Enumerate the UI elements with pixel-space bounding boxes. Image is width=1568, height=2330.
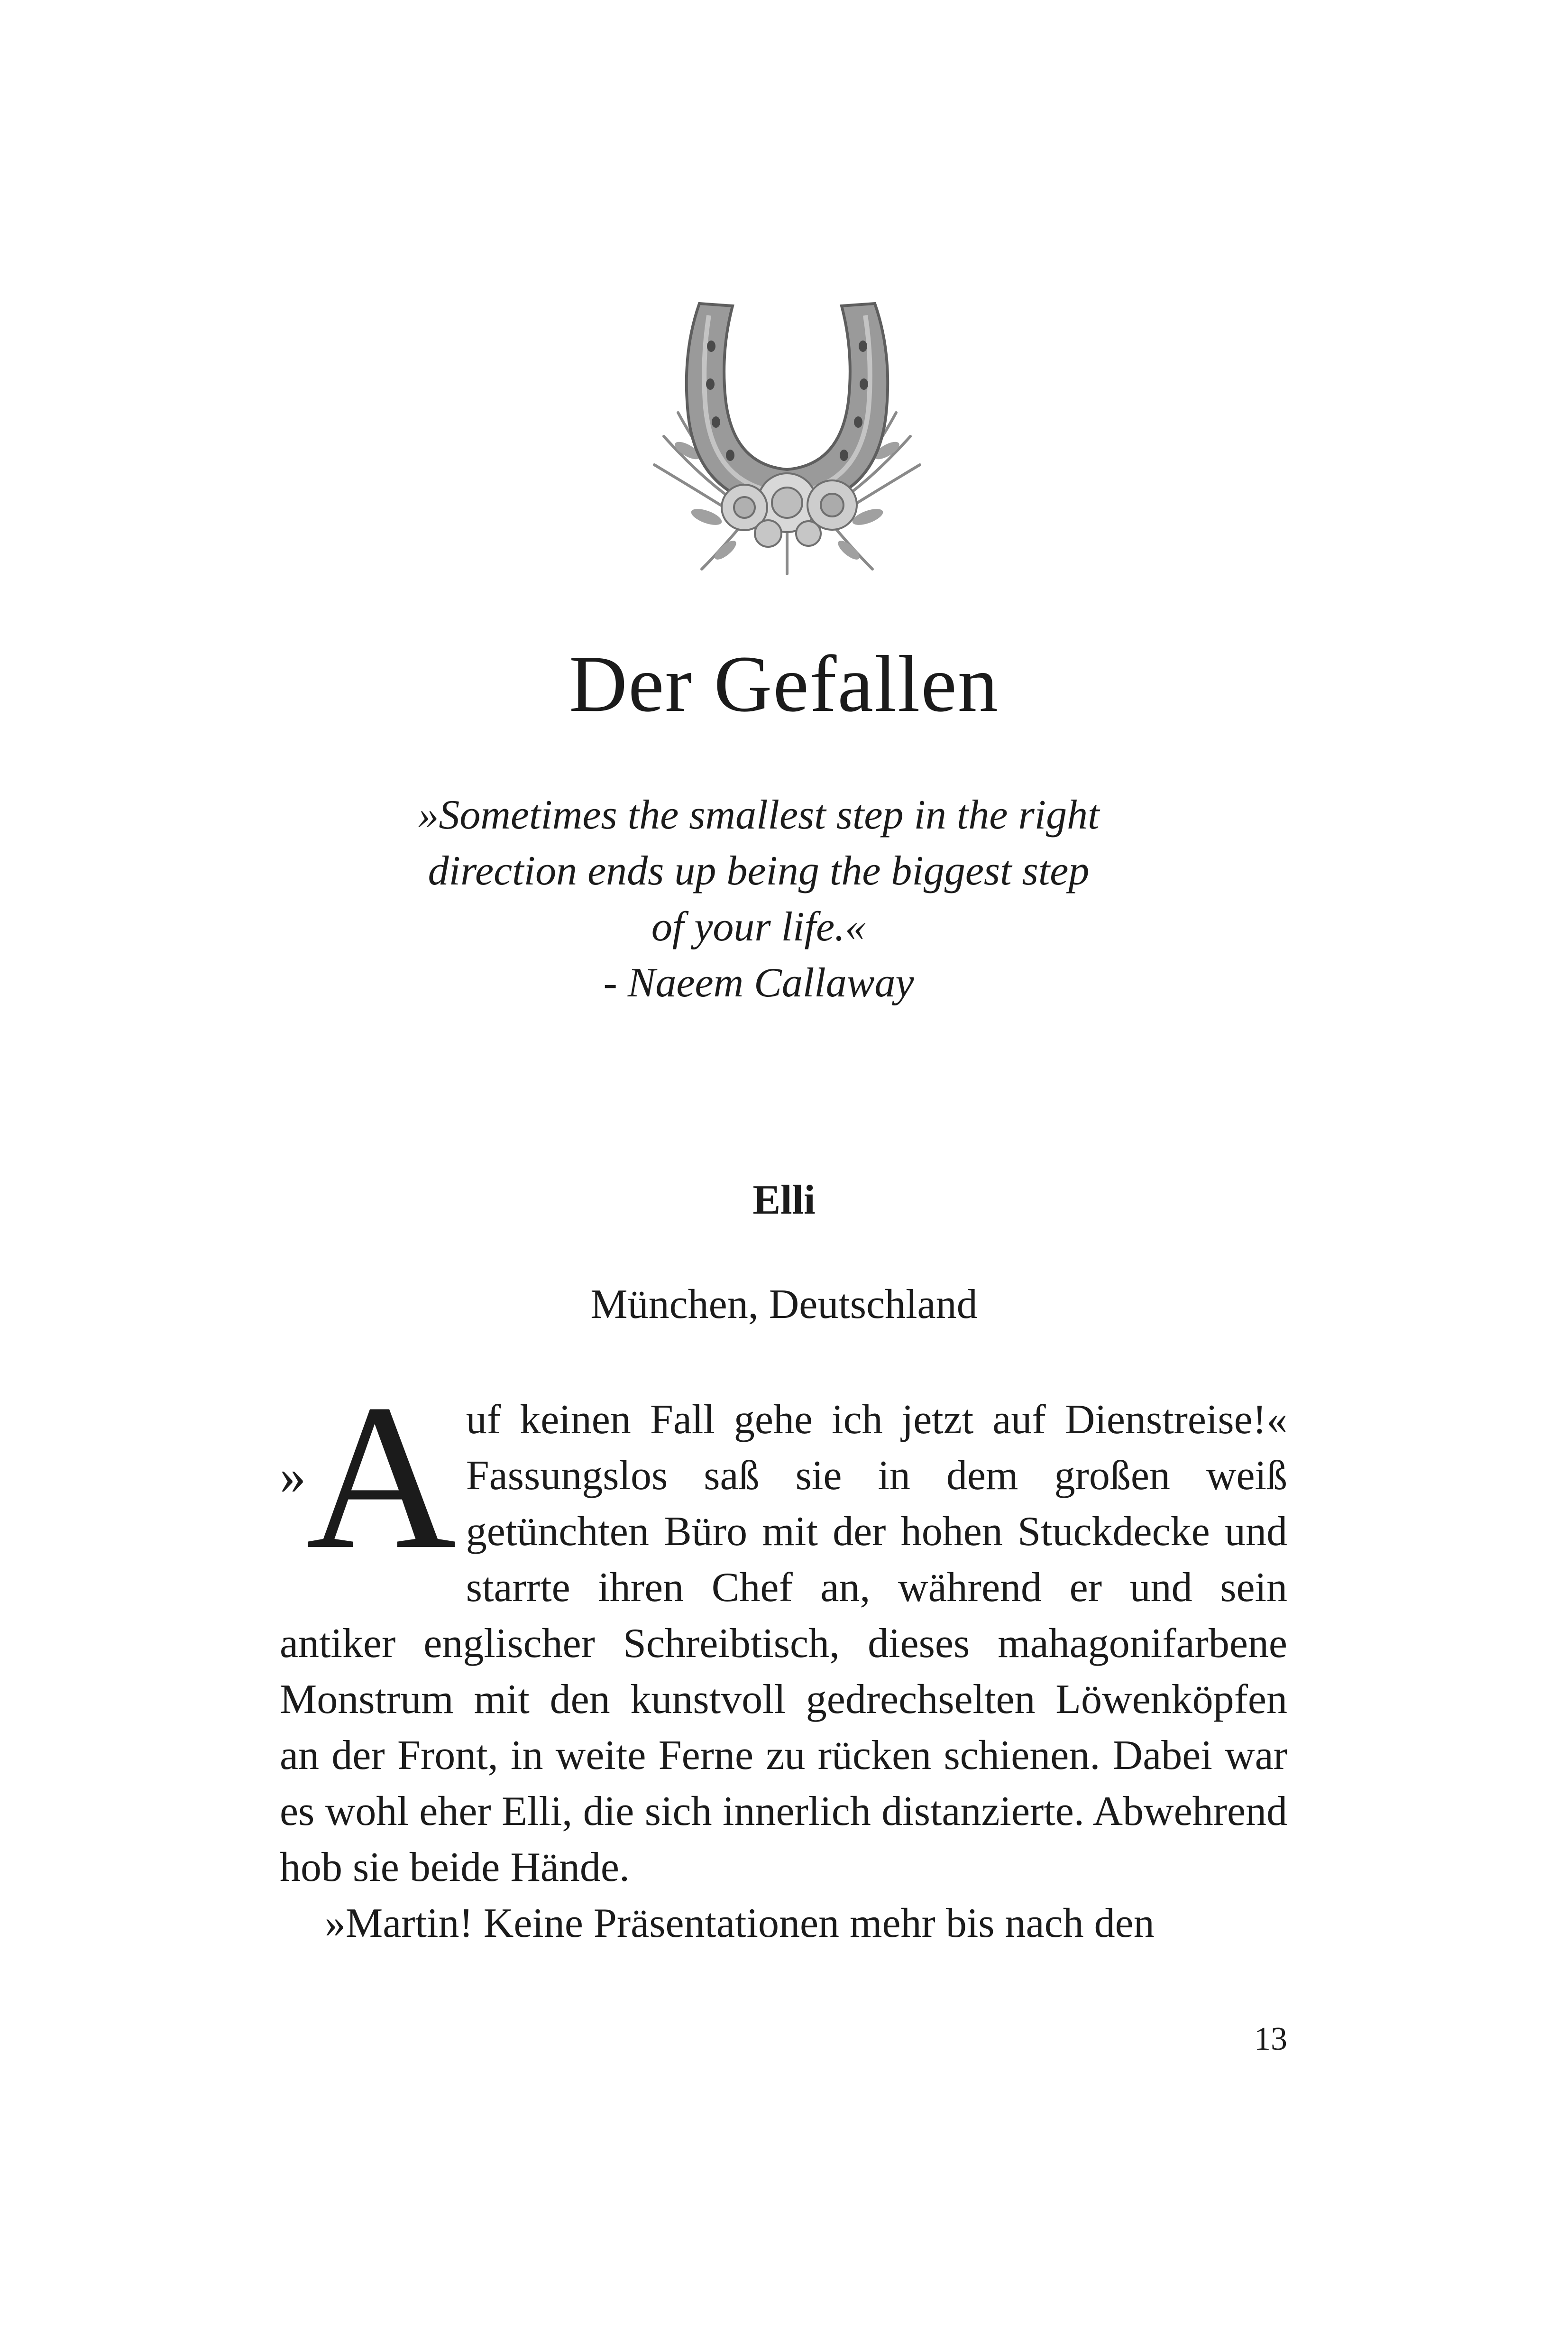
page-number: 13 bbox=[1254, 2021, 1287, 2057]
opening-quote-mark: » bbox=[280, 1447, 306, 1505]
epigraph-line: of your life.« bbox=[651, 904, 866, 950]
paragraph bbox=[280, 1362, 1287, 1896]
body-text bbox=[280, 1362, 1287, 1952]
pov-character-heading: Elli bbox=[752, 1177, 816, 1223]
drop-cap: A bbox=[306, 1362, 457, 1593]
epigraph-line: »Sometimes the smallest step in the right bbox=[418, 792, 1100, 838]
epigraph bbox=[356, 787, 1162, 1011]
epigraph-line: direction ends up being the biggest step bbox=[428, 848, 1090, 894]
chapter-title: Der Gefallen bbox=[569, 639, 999, 728]
epigraph-attribution: - Naeem Callaway bbox=[603, 960, 914, 1006]
paragraph bbox=[280, 1896, 1287, 1952]
paragraph-text: »Martin! Keine Präsentationen mehr bis nach den bbox=[325, 1900, 1155, 1946]
paragraph-text: uf keinen Fall gehe ich jetzt auf Dienstreise!« Fassungslos saß sie in dem großen weiß getünchten Büro mit der hohen Stuckdecke und starrte ihren Chef an, während er und sein antiker englischer Schreibtisch, dieses mahagonifarbene Monstrum mit den kunstvoll gedrechselten Löwenköpfen an der Front, in weite Ferne zu rücken schienen. Dabei war es wohl eher Elli, die sich innerlich distanzierte. Abwehrend hob sie beide Hände. bbox=[280, 1397, 1287, 1890]
location-heading: München, Deutschland bbox=[590, 1281, 978, 1327]
horseshoe-with-flowers-icon bbox=[650, 294, 925, 579]
